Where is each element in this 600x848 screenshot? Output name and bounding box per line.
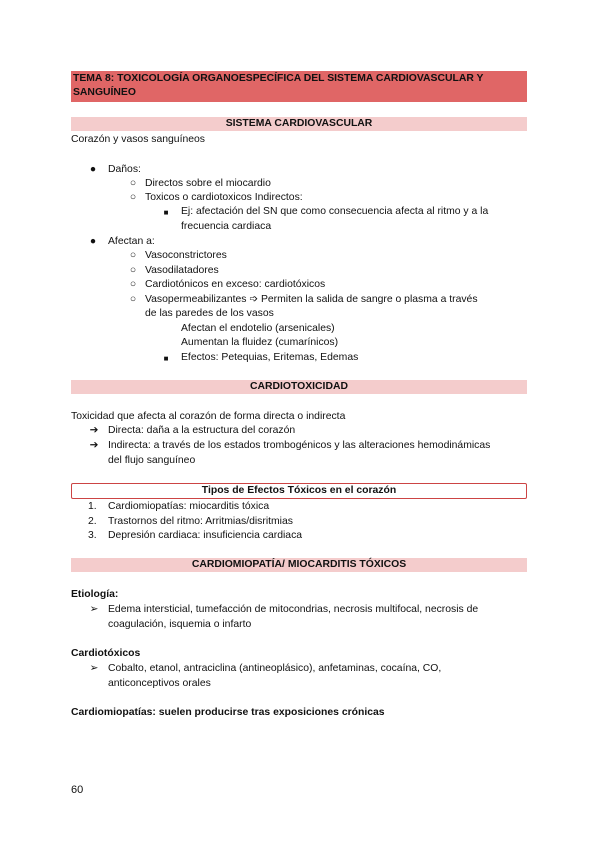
section-heading-cardiovascular: SISTEMA CARDIOVASCULAR [71,117,527,131]
list-item: Directa: daña a la estructura del corazón [108,425,296,436]
circle-bullet-icon: ○ [129,279,137,290]
list-item-continuation: coagulación, isquemia o infarto [108,619,252,630]
list-item: Efectos: Petequias, Eritemas, Edemas [181,352,359,363]
list-item-continuation: frecuencia cardiaca [181,221,272,232]
arrow-right-icon: ➔ [89,425,99,436]
section-heading-miocarditis: CARDIOMIOPATÍA/ MIOCARDITIS TÓXICOS [71,558,527,572]
list-item: Cardiotónicos en exceso: cardiotóxicos [145,279,326,290]
list-item-continuation: de las paredes de los vasos [145,308,274,319]
subheading-etiologia: Etiología: [71,589,119,600]
circle-bullet-icon: ○ [129,294,137,305]
list-item: Vasopermeabilizantes ➩ Permiten la salida de sangre o plasma a través [145,294,478,305]
cardiotox-intro: Toxicidad que afecta al corazón de forma directa o indirecta [71,411,346,422]
arrow-right-icon: ➔ [89,440,99,451]
section-heading-cardiotoxicidad: CARDIOTOXICIDAD [71,380,527,394]
numbered-item-number: 2. [88,516,97,527]
subheading-cardiotoxicos: Cardiotóxicos [71,648,141,659]
numbered-item: Cardiomiopatías: miocarditis tóxica [108,501,270,512]
list-item: Daños: [108,164,141,175]
triangle-bullet-icon: ➢ [89,663,99,674]
square-bullet-icon: ■ [163,208,169,217]
triangle-bullet-icon: ➢ [89,604,99,615]
list-item: Vasodilatadores [145,265,219,276]
page-title: TEMA 8: TOXICOLOGÍA ORGANOESPECÍFICA DEL SISTEMA CARDIOVASCULAR Y SANGUÍNEO [71,71,527,102]
circle-bullet-icon: ○ [129,178,137,189]
list-item-continuation: del flujo sanguíneo [108,455,196,466]
list-item: Directos sobre el miocardio [145,178,271,189]
list-item: Afectan el endotelio (arsenicales) [181,323,335,334]
section-heading-tipos: Tipos de Efectos Tóxicos en el corazón [71,483,527,499]
numbered-item-number: 3. [88,530,97,541]
numbered-item-number: 1. [88,501,97,512]
circle-bullet-icon: ○ [129,192,137,203]
list-item: Toxicos o cardiotoxicos Indirectos: [145,192,303,203]
list-item: Aumentan la fluidez (cumarínicos) [181,337,339,348]
list-item-continuation: anticonceptivos orales [108,678,211,689]
list-item: Indirecta: a través de los estados trombogénicos y las alteraciones hemodinámicas [108,440,491,451]
cronicas-statement: Cardiomiopatías: suelen producirse tras exposiciones crónicas [71,707,385,718]
list-item: Ej: afectación del SN que como consecuencia afecta al ritmo y a la [181,206,489,217]
list-item: Cobalto, etanol, antraciclina (antineoplásico), anfetaminas, cocaína, CO, [108,663,442,674]
numbered-item: Trastornos del ritmo: Arritmias/disritmias [108,516,293,527]
circle-bullet-icon: ○ [129,265,137,276]
list-item: Vasoconstrictores [145,250,227,261]
square-bullet-icon: ■ [163,354,169,363]
page-number: 60 [71,784,84,796]
bullet-icon: ● [89,236,97,247]
numbered-item: Depresión cardiaca: insuficiencia cardiaca [108,530,303,541]
list-item: Afectan a: [108,236,155,247]
circle-bullet-icon: ○ [129,250,137,261]
list-item: Edema intersticial, tumefacción de mitocondrias, necrosis multifocal, necrosis de [108,604,479,615]
cardio-intro: Corazón y vasos sanguíneos [71,134,206,145]
bullet-icon: ● [89,164,97,175]
